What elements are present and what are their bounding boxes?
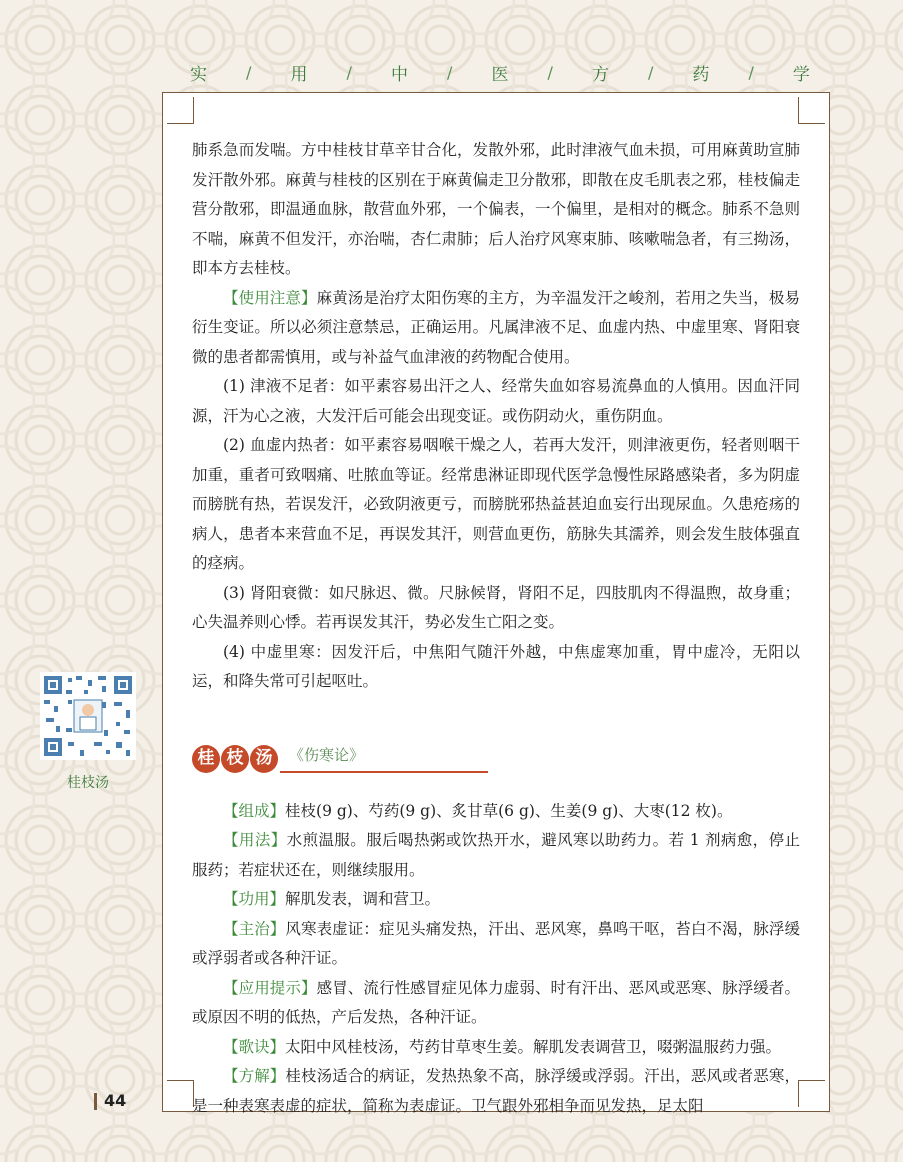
formula-name-char: 汤 (250, 745, 278, 773)
header-char: 用 (290, 65, 308, 85)
running-header (190, 60, 810, 85)
formula-section (192, 797, 800, 827)
section-text: 解肌发表，调和营卫。 (285, 890, 441, 908)
caution-item: (2) 血虚内热者：如平素容易咽喉干燥之人，若再大发汗，则津液更伤，轻者则咽干加重，重者可致咽痛、吐脓血等证。经常患淋证即现代医学急慢性尿路感染者，多为阴虚而膀胱有热，若误发汗，必致阴液更亏，而膀胱邪热益甚迫血妄行出现尿血。久患疮疡的病人，患者本来营血不足，再误发其汗，则营血更伤，筋脉失其濡养，则会发生肢体强直的痉病。 (192, 436, 800, 572)
section-tag: 【主治】 (223, 919, 286, 938)
header-char: 学 (792, 65, 810, 85)
section-text: 水煎温服。服后喝热粥或饮热开水，避风寒以助药力。若 1 剂病愈，停止服药；若症状还在，则继续服用。 (192, 831, 800, 879)
section-tag: 【组成】 (223, 801, 286, 820)
header-separator: / (647, 63, 654, 82)
caution-paragraph (192, 284, 800, 373)
qr-label: 桂枝汤 (67, 775, 109, 791)
header-char: 中 (390, 65, 408, 85)
section-tag: 【应用提示】 (223, 978, 317, 997)
formula-section (192, 974, 800, 1033)
section-text: 风寒表虚证：症见头痛发热，汗出、恶风寒，鼻鸣干呕，苔白不渴，脉浮缓或浮弱者或各种汗证。 (192, 919, 800, 967)
formula-section (192, 1062, 800, 1121)
frame-corner-ornament (798, 97, 825, 124)
header-separator: / (246, 63, 252, 82)
header-char: 方 (591, 65, 609, 85)
formula-name-char: 枝 (221, 745, 249, 773)
header-separator: / (346, 63, 352, 82)
qr-code-image (40, 672, 136, 760)
header-char: 实 (190, 65, 207, 85)
formula-section (192, 826, 800, 885)
frame-corner-ornament (167, 97, 194, 124)
page-number: 44 (104, 1091, 127, 1110)
formula-section (192, 885, 800, 915)
section-text: 桂枝汤适合的病证，发热热象不高，脉浮缓或浮弱。汗出，恶风或者恶寒，是一种表寒表虚的症状，简称为表虚证。卫气跟外邪相争而见发热，足太阳 (192, 1067, 800, 1115)
header-char: 药 (692, 65, 710, 85)
caution-item: (4) 中虚里寒：因发汗后，中焦阳气随汗外越，中焦虚寒加重，胃中虚冷，无阳以运，和降失常可引起呕吐。 (192, 642, 800, 690)
section-text: 桂枝(9 g)、芍药(9 g)、炙甘草(6 g)、生姜(9 g)、大枣(12 枚)。 (285, 801, 733, 820)
frame-corner-ornament (798, 1080, 825, 1107)
caution-item: (3) 肾阳衰微：如尺脉迟、微。尺脉候肾，肾阳不足，四肢肌肉不得温煦，故身重；心失温养则心悸。若再误发其汗，势必发生亡阳之变。 (192, 583, 800, 631)
section-tag: 【功用】 (223, 890, 286, 908)
body-paragraph: 肺系急而发喘。方中桂枝甘草辛甘合化，发散外邪，此时津液气血未损，可用麻黄助宣肺发汗散外邪。麻黄与桂枝的区别在于麻黄偏走卫分散邪，即散在皮毛肌表之邪，桂枝偏走营分散邪，即温通血脉，散营血外邪，一个偏表，一个偏里，是相对的概念。肺系不急则不喘，麻黄不但发汗，亦治喘，杏仁肃肺；后人治疗风寒束肺、咳嗽喘急者，有三拗汤，即本方去桂枝。 (192, 141, 800, 277)
section-tag: 【用法】 (223, 831, 287, 849)
header-separator: / (748, 63, 754, 82)
caution-tag: 【使用注意】 (223, 288, 317, 307)
formula-section (192, 1033, 800, 1063)
formula-heading (192, 733, 800, 773)
section-tag: 【歌诀】 (223, 1037, 286, 1056)
section-text: 太阳中风桂枝汤，芍药甘草枣生姜。解肌发表调营卫，啜粥温服药力强。 (285, 1037, 782, 1056)
header-char: 医 (491, 65, 509, 85)
frame-corner-ornament (167, 1080, 194, 1107)
page-number-bar (94, 1093, 97, 1110)
header-separator: / (447, 63, 453, 82)
section-tag: 【方解】 (223, 1067, 286, 1085)
formula-section (192, 915, 800, 974)
formula-source: 《伤寒论》 (289, 746, 365, 764)
caution-text: 麻黄汤是治疗太阳伤寒的主方，为辛温发汗之峻剂，若用之失当，极易衍生变证。所以必须注意禁忌，正确运用。凡属津液不足、血虚内热、中虚里寒、肾阳衰微的患者都需慎用，或与补益气血津液的药物配合使用。 (192, 288, 800, 366)
main-content (192, 136, 800, 1121)
formula-name-char: 桂 (192, 745, 220, 773)
section-text: 感冒、流行性感冒症见体力虚弱、时有汗出、恶风或恶寒、脉浮缓者。或原因不明的低热，产后发热，各种汗证。 (192, 978, 800, 1026)
qr-code[interactable] (40, 672, 136, 760)
caution-item: (1) 津液不足者：如平素容易出汗之人、经常失血如容易流鼻血的人慎用。因血汗同源，汗为心之液，大发汗后可能会出现变证。或伤阴动火，重伤阴血。 (192, 377, 800, 425)
heading-underline (280, 771, 488, 773)
header-separator: / (547, 63, 553, 82)
